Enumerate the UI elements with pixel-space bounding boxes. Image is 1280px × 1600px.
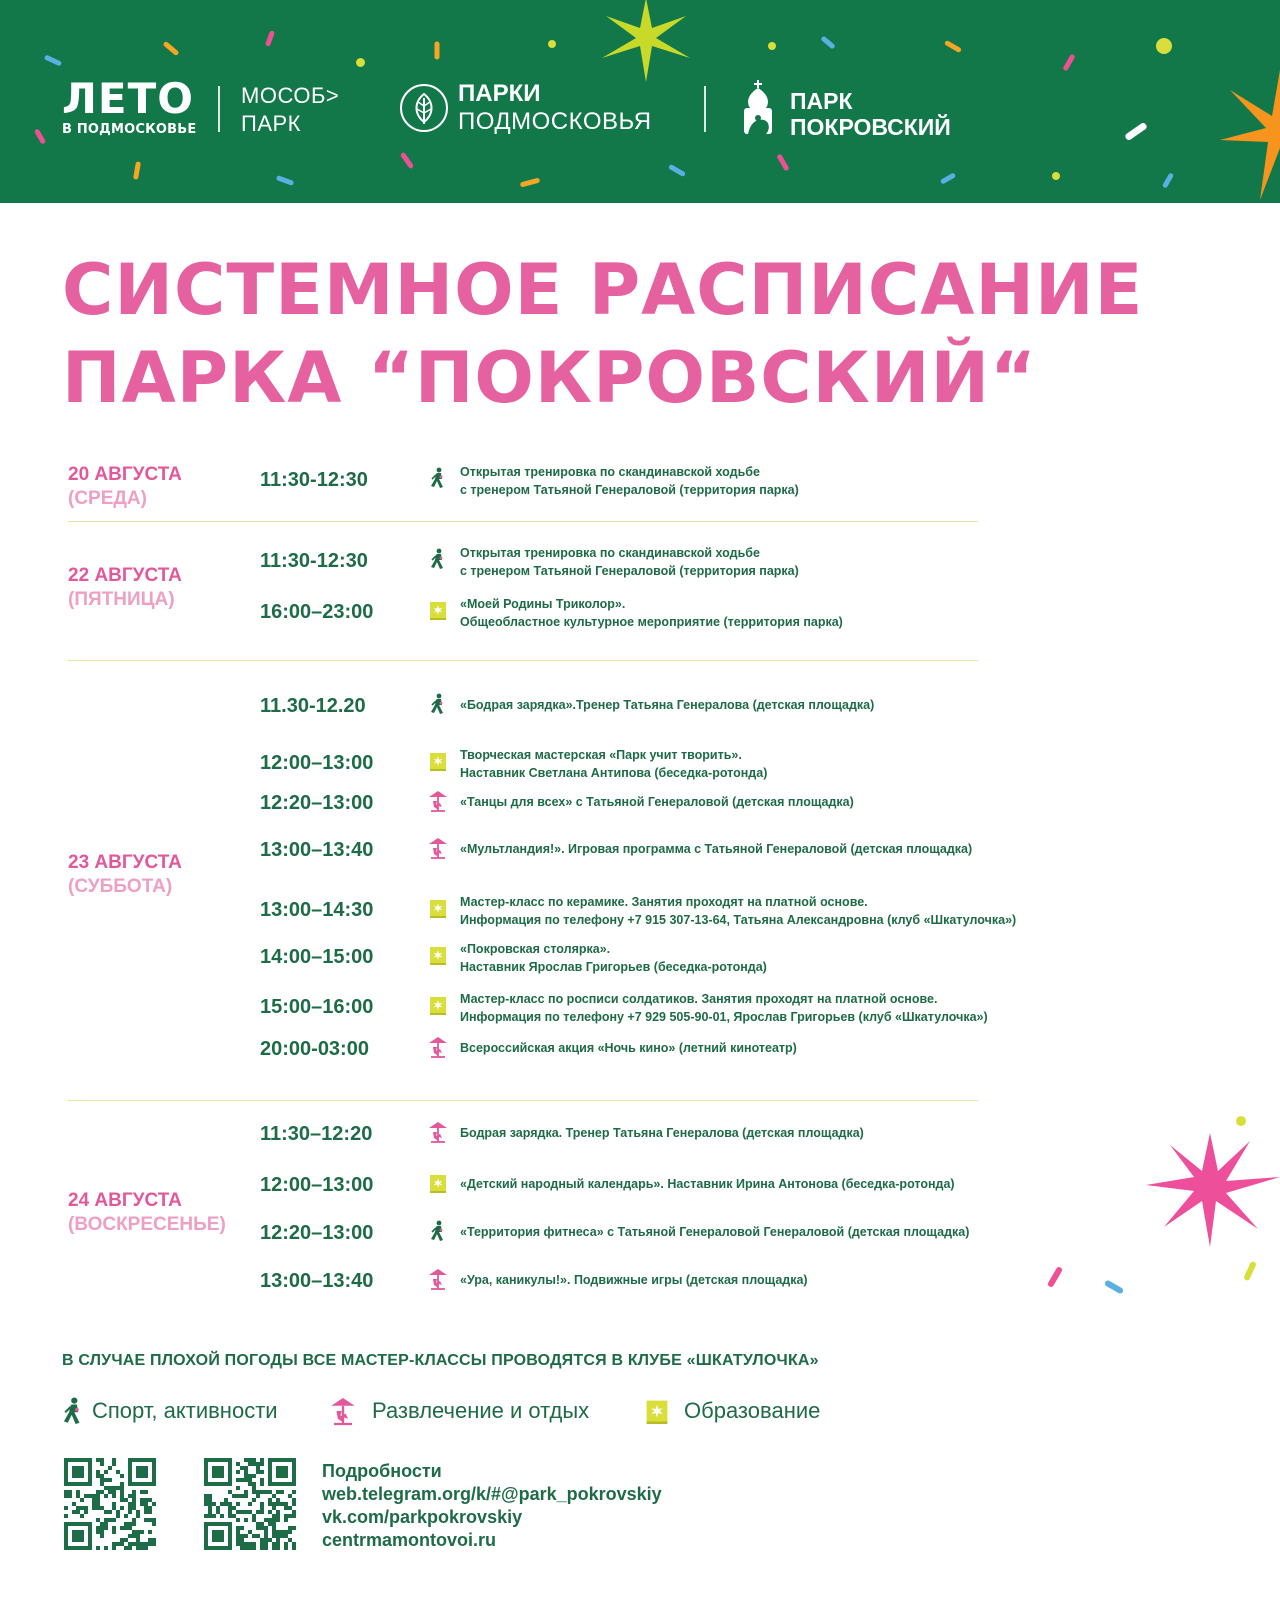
sport-icon [428,1220,448,1242]
event-time: 12:00–13:00 [260,1174,374,1196]
day-label [68,1189,226,1237]
education-icon [428,1172,448,1194]
event-time: 20:00-03:00 [260,1038,369,1060]
day-date: 23 АВГУСТА [68,852,182,873]
day-weekday: (ВОСКРЕСЕНЬЕ) [68,1214,226,1235]
event-line1: Всероссийская акция «Ночь кино» (летний кинотеатр) [460,1041,797,1055]
event-line2: с тренером Татьяной Генераловой (территория парка) [460,564,799,578]
day-date: 22 АВГУСТА [68,565,182,586]
confetti-dot [356,58,365,67]
event-description [460,1271,808,1289]
entertainment-icon [428,837,448,859]
event-description [460,1124,864,1142]
event-line1: «Детский народный календарь». Наставник Ирина Антонова (беседка-ротонда) [460,1177,955,1191]
event-time: 13:00–14:30 [260,899,374,921]
confetti [820,35,835,49]
confetti [776,153,789,171]
confetti [1243,1261,1257,1282]
leto-logo-title: ЛЕТО [62,74,194,123]
day-date: 24 АВГУСТА [68,1190,182,1211]
confetti [520,177,541,187]
day-divider [68,1100,978,1101]
education-icon [428,750,448,772]
event-time: 15:00–16:00 [260,996,374,1018]
entertainment-icon [428,1268,448,1290]
vk-link[interactable]: vk.com/parkpokrovskiy [322,1507,523,1527]
education-icon [644,1396,670,1426]
entertainment-icon [428,790,448,812]
event-line1: «Моей Родины Триколор». [460,597,626,611]
confetti [668,164,686,177]
event-time: 12:20–13:00 [260,1222,374,1244]
pokrovskiy-logo-line1: ПАРК [790,88,853,114]
event-description [460,1223,969,1241]
event-line2: Наставник Светлана Антипова (беседка-ротонда) [460,766,768,780]
sport-icon [60,1396,86,1426]
event-time: 11.30-12.20 [260,695,366,717]
entertainment-icon [428,1036,448,1058]
mosobpark-logo-line1: МОСОБ> [241,83,340,108]
confetti [162,41,179,56]
sport-icon [428,467,448,489]
confetti [1104,1279,1124,1294]
legend-label: Спорт, активности [92,1398,278,1423]
confetti [1124,122,1148,141]
event-line2: Информация по телефону +7 915 307-13-64, Татьяна Александровна (клуб «Шкатулочка») [460,913,1017,927]
event-description [460,990,988,1026]
confetti [44,54,62,66]
event-time: 13:00–13:40 [260,839,374,861]
mosobpark-logo [241,82,339,138]
event-line1: Мастер-класс по росписи солдатиков. Занятия проходят на платной основе. [460,992,938,1006]
confetti [133,161,141,180]
page-title-line2: ПАРКА “ПОКРОВСКИЙ“ [62,337,1038,419]
confetti [1062,53,1075,71]
pokrovskiy-logo-line2: ПОКРОВСКИЙ [790,114,951,140]
website-link[interactable]: centrmamontovoi.ru [322,1530,497,1550]
confetti [1047,1266,1063,1288]
event-line1: «Покровская столярка». [460,942,611,956]
day-label [68,564,182,612]
event-line1: Творческая мастерская «Парк учит творить». [460,748,742,762]
qr-code[interactable] [204,1458,296,1550]
event-line1: «Бодрая зарядка».Тренер Татьяна Генералова (детская площадка) [460,698,875,712]
confetti-dot [1236,1116,1246,1126]
logo-divider [218,86,220,132]
mosobpark-logo-line2: ПАРК [241,111,301,136]
event-description [460,595,843,631]
event-time: 13:00–13:40 [260,1270,374,1292]
education-icon [428,897,448,919]
event-time: 11:30-12:30 [260,469,368,491]
telegram-link[interactable]: web.telegram.org/k/#@park_pokrovskiy [322,1484,662,1504]
event-line1: Открытая тренировка по скандинавской ходьбе [460,465,760,479]
day-label [68,851,182,899]
day-weekday: (СУББОТА) [68,876,173,897]
day-weekday: (СРЕДА) [68,488,147,509]
page-title [62,246,1143,422]
page-title-line1: СИСТЕМНОЕ РАСПИСАНИЕ [62,249,1144,331]
event-description [460,746,767,782]
education-icon [428,599,448,621]
confetti-dot [548,40,556,48]
event-description [460,544,799,580]
event-time: 12:20–13:00 [260,792,374,814]
event-description [460,1039,797,1057]
sport-icon [428,693,448,715]
day-label [68,463,182,511]
links-heading: Подробности [322,1461,442,1481]
confetti [265,30,275,47]
event-description [460,793,854,811]
confetti-dot [1156,38,1172,54]
event-time: 12:00–13:00 [260,752,374,774]
star-decoration [1130,1110,1280,1260]
day-divider [68,521,978,522]
event-line1: «Территория фитнеса» с Татьяной Генераловой Генераловой (детская площадка) [460,1225,970,1239]
legend-label: Развлечение и отдых [372,1398,590,1423]
parki-logo-line1: ПАРКИ [458,80,541,107]
weather-note: В СЛУЧАЕ ПЛОХОЙ ПОГОДЫ ВСЕ МАСТЕР-КЛАССЫ ПРОВОДЯТСЯ В КЛУБЕ «ШКАТУЛОЧКА» [62,1352,819,1369]
event-description [460,1175,955,1193]
confetti-dot [768,42,776,50]
day-date: 20 АВГУСТА [68,464,182,485]
event-description [460,840,972,858]
event-description [460,940,767,976]
event-line2: Общеобластное культурное мероприятие (территория парка) [460,615,843,629]
event-line2: Информация по телефону +7 929 505-90-01, Ярослав Григорьев (клуб «Шкатулочка») [460,1010,988,1024]
confetti [276,175,295,186]
event-description [460,893,1016,929]
header-banner [0,0,1280,203]
event-time: 11:30–12:20 [260,1123,373,1145]
confetti-dot [1052,172,1060,180]
education-icon [428,994,448,1016]
event-line1: Бодрая зарядка. Тренер Татьяна Генералова (детская площадка) [460,1126,864,1140]
event-line1: «Танцы для всех» с Татьяной Генераловой (детская площадка) [460,795,854,809]
education-icon [428,944,448,966]
event-line1: Мастер-класс по керамике. Занятия проходят на платной основе. [460,895,868,909]
confetti [1162,172,1174,188]
sport-icon [428,548,448,570]
event-line1: «Мультландия!». Игровая программа с Татьяной Генераловой (детская площадка) [460,842,973,856]
logo-divider [704,86,706,132]
entertainment-icon [428,1121,448,1143]
legend-label: Образование [684,1398,821,1423]
confetti [400,152,414,170]
event-time: 16:00–23:00 [260,601,374,623]
event-description [460,696,874,714]
confetti [940,172,956,184]
confetti [944,40,962,53]
event-line1: «Ура, каникулы!». Подвижные игры (детская площадка) [460,1273,808,1287]
event-time: 11:30-12:30 [260,550,368,572]
links-block [322,1460,662,1552]
star-decoration [566,0,726,90]
event-line2: Наставник Ярослав Григорьев (беседка-ротонда) [460,960,767,974]
entertainment-icon [330,1396,356,1426]
event-time: 14:00–15:00 [260,946,374,968]
star-decoration [1190,60,1280,203]
event-line2: с тренером Татьяной Генераловой (территория парка) [460,483,799,497]
qr-code[interactable] [64,1458,156,1550]
leto-logo-subtitle: В ПОДМОСКОВЬЕ [62,122,197,137]
event-description [460,463,799,499]
day-divider [68,660,978,661]
confetti [435,42,440,60]
event-line1: Открытая тренировка по скандинавской ходьбе [460,546,760,560]
parki-logo-line2: ПОДМОСКОВЬЯ [458,108,652,135]
leto-logo [62,74,197,137]
church-emblem-icon [734,78,782,144]
confetti [34,128,46,144]
day-weekday: (ПЯТНИЦА) [68,589,175,610]
leaf-icon [400,84,448,132]
